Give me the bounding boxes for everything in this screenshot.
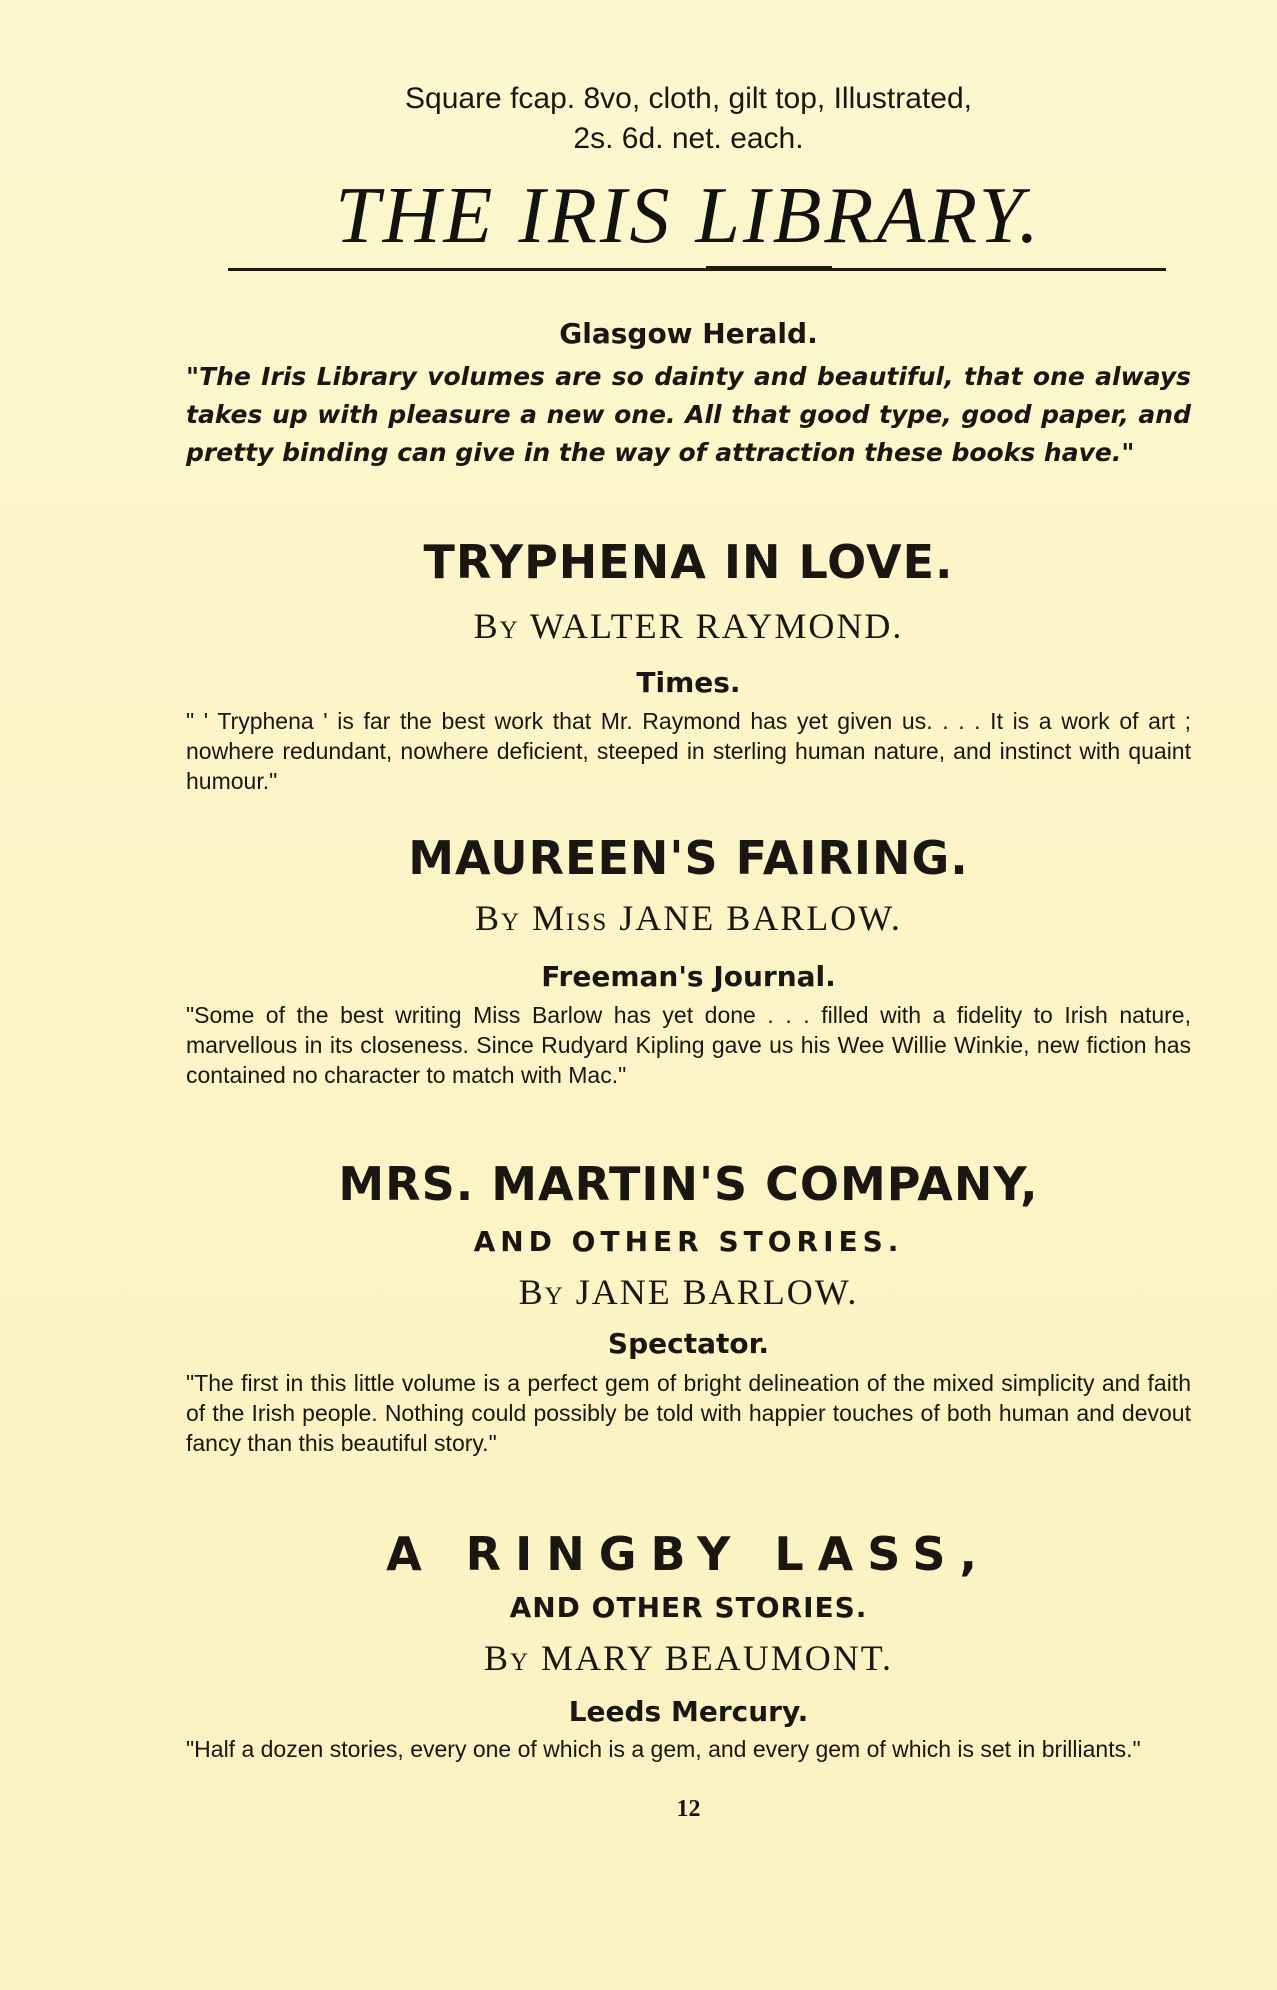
format-line: Square fcap. 8vo, cloth, gilt top, Illustrated,: [405, 82, 972, 115]
book-title-maureen: MAUREEN'S FAIRING.: [408, 831, 969, 885]
book-quote-mrs-martin: "The first in this little volume is a perfect gem of bright delineation of the mixed simplicity and faith of the Irish people. Nothing could possibly be told with happier touches of both human and devout fancy than this beautiful story.": [186, 1370, 1191, 1456]
book-quote-tryphena: " ' Tryphena ' is far the best work that Mr. Raymond has yet given us. . . . It is a work of art ; nowhere redundant, nowhere deficient, steeped in sterling human nature, and instinct with quaint humour.": [186, 708, 1191, 794]
page-number: 12: [676, 1796, 701, 1822]
book-subtitle-ringby-lass: AND OTHER STORIES.: [509, 1591, 868, 1624]
book-title-mrs-martin: MRS. MARTIN'S COMPANY,: [338, 1157, 1039, 1211]
book-subtitle-mrs-martin: AND OTHER STORIES.: [473, 1225, 904, 1258]
series-title: THE IRIS LIBRARY.: [335, 172, 1042, 260]
price-line: 2s. 6d. net. each.: [573, 122, 804, 155]
book-source-maureen: Freeman's Journal.: [541, 960, 836, 993]
title-rule: [228, 268, 1166, 271]
book-quote-maureen: "Some of the best writing Miss Barlow has yet done . . . filled with a fidelity to Irish nature, marvellous in its closeness. Since Rudyard Kipling gave us his Wee Willie Winkie, new fiction has contained no character to match with Mac.": [186, 1002, 1191, 1088]
book-source-mrs-martin: Spectator.: [607, 1327, 770, 1360]
intro-quote: "The Iris Library volumes are so dainty and beautiful, that one always takes up with pleasure a new one. All that good type, good paper, and pretty binding can give in the way of attraction these books have.": [186, 362, 1191, 467]
intro-source: Glasgow Herald.: [559, 317, 818, 350]
book-source-tryphena: Times.: [636, 666, 741, 699]
book-title-ringby-lass: A RINGBY LASS,: [386, 1527, 991, 1581]
book-author-ringby-lass: By MARY BEAUMONT.: [483, 1638, 894, 1678]
book-title-tryphena: TRYPHENA IN LOVE.: [423, 535, 954, 589]
book-source-ringby-lass: Leeds Mercury.: [568, 1695, 809, 1728]
book-author-mrs-martin: By JANE BARLOW.: [518, 1272, 859, 1312]
title-rule-accent: [706, 266, 832, 271]
book-quote-ringby-lass: "Half a dozen stories, every one of which is a gem, and every gem of which is set in brilliants.": [186, 1736, 1141, 1762]
book-author-tryphena: By WALTER RAYMOND.: [473, 606, 904, 646]
book-author-maureen: By Miss JANE BARLOW.: [475, 898, 902, 938]
